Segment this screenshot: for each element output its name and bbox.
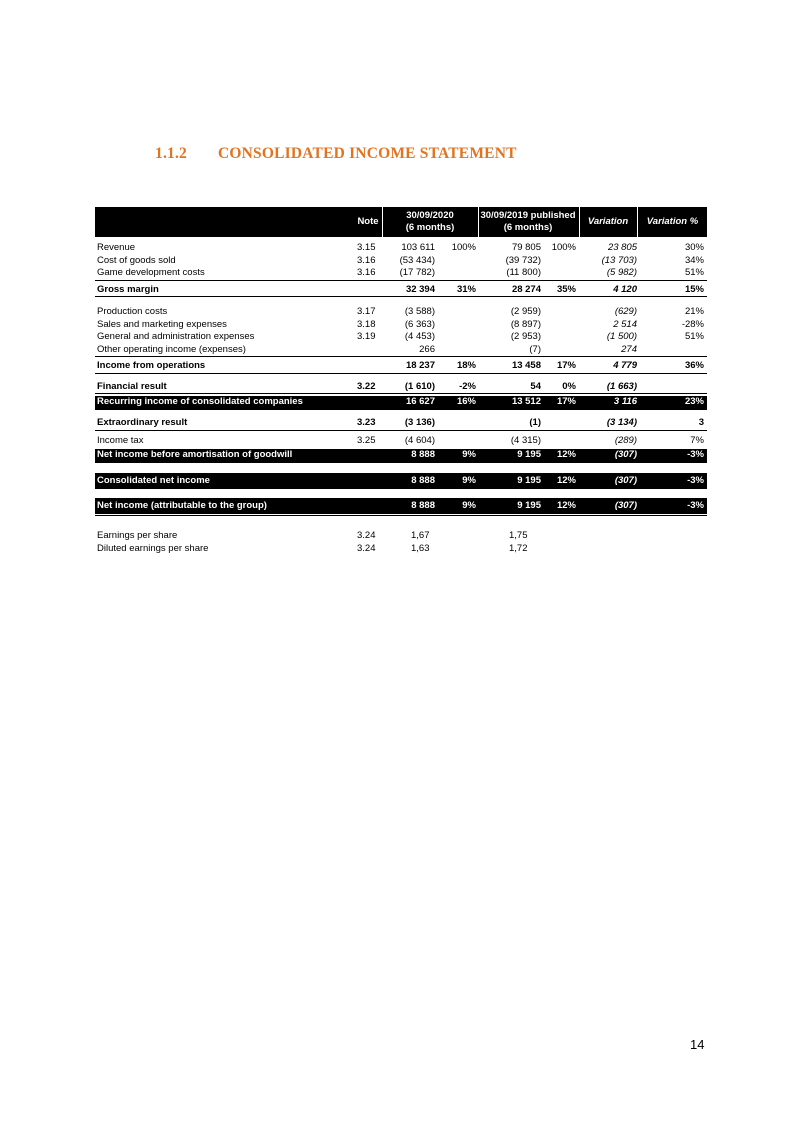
row-label: Game development costs [97,267,205,278]
row-variation-pct: 15% [684,283,704,295]
row-note: 3.24 [357,530,376,541]
row-value-2020: (3 136) [404,417,435,428]
header-2020-line2: (6 months) [405,222,455,233]
row-value-2020: 8 888 [411,475,435,486]
row-label: Consolidated net income [97,475,210,486]
row-variation: (5 982) [606,267,637,278]
row-game-development-costs [95,267,707,281]
header-2019-line2: (6 months) [503,222,553,233]
row-value-2020: 18 237 [405,360,435,371]
row-variation: (289) [614,434,637,446]
row-value-2019: 54 [530,380,541,392]
row-note: 3.22 [357,380,376,392]
header-variation-pct: Variation % [646,216,699,227]
row-value-2020: (6 363) [404,318,435,330]
row-pct-2019: 17% [556,360,576,371]
row-variation: (307) [614,500,637,511]
row-other-operating-income [95,344,707,358]
row-label: Revenue [97,242,136,253]
header-2019-line1: 30/09/2019 published [480,210,576,221]
row-pct-2020: 31% [456,283,476,295]
row-pct-2019: 100% [551,242,576,253]
header-2020-line1: 30/09/2020 [406,210,454,221]
row-note: 3.16 [357,254,376,266]
row-variation-pct: 30% [684,242,704,253]
row-pct-2019: 12% [556,449,576,460]
row-cost-of-goods-sold [95,255,707,268]
row-net-income-group [95,498,707,514]
row-note: 3.18 [357,318,376,330]
row-value-2019: 1,72 [509,542,528,554]
row-variation: (3 134) [606,417,637,428]
row-financial-result [95,381,707,395]
row-variation: 3 116 [613,396,637,407]
row-variation: 2 514 [613,318,637,330]
row-recurring-income [95,396,707,410]
row-consolidated-net-income [95,473,707,489]
row-label: Income from operations [97,360,206,371]
header-variation: Variation [587,216,629,227]
row-pct-2020: -2% [459,380,476,392]
row-variation: (307) [614,449,637,460]
row-pct-2019: 12% [556,500,576,511]
row-note: 3.19 [357,331,376,342]
row-variation-pct: -3% [687,500,704,511]
section-heading [155,145,517,163]
row-value-2019: (2 959) [510,306,541,317]
row-variation: (307) [614,475,637,486]
row-label: Recurring income of consolidated companies [97,396,303,407]
row-value-2020: 1,63 [411,542,430,554]
row-variation-pct: 3 [698,417,704,428]
row-general-admin-expenses [95,331,707,344]
row-gross-margin [95,284,707,298]
row-pct-2020: 100% [451,242,476,253]
row-pct-2020: 9% [462,500,476,511]
row-note: 3.23 [357,417,376,428]
row-value-2020: 1,67 [411,530,430,541]
row-value-2020: 16 627 [405,396,435,407]
section-title: CONSOLIDATED INCOME STATEMENT [218,145,517,162]
row-variation-pct: 23% [684,396,704,407]
row-income-from-operations [95,360,707,374]
row-variation: (629) [614,306,637,317]
row-value-2019: 9 195 [517,500,541,511]
row-value-2020: 8 888 [411,500,435,511]
row-pct-2019: 0% [562,380,576,392]
row-value-2020: (17 782) [399,267,435,278]
row-value-2019: 9 195 [517,475,541,486]
row-variation-pct: 7% [690,434,704,446]
row-value-2020: (53 434) [399,254,435,266]
row-variation: 4 120 [613,283,637,295]
row-value-2020: (4 604) [404,434,435,446]
row-label: Diluted earnings per share [97,542,209,554]
row-variation-pct: 34% [684,254,704,266]
row-net-income-before-goodwill [95,449,707,463]
row-label: Gross margin [97,283,159,295]
row-value-2019: 13 458 [511,360,541,371]
row-variation-pct: 36% [684,360,704,371]
row-value-2020: (3 588) [404,306,435,317]
row-value-2019: 28 274 [511,283,541,295]
row-variation-pct: 51% [684,267,704,278]
row-variation: 4 779 [613,360,637,371]
row-note: 3.24 [357,542,376,554]
row-value-2019: (1) [529,417,541,428]
row-extraordinary-result [95,417,707,431]
row-value-2019: (7) [529,343,541,355]
row-note: 3.25 [357,434,376,446]
row-value-2019: 9 195 [517,449,541,460]
row-value-2019: 1,75 [509,530,528,541]
row-value-2020: 8 888 [411,449,435,460]
row-label: General and administration expenses [97,331,255,342]
row-variation-pct: -28% [681,318,704,330]
row-label: Net income (attributable to the group) [97,500,267,511]
row-note: 3.17 [357,306,376,317]
row-diluted-earnings-per-share [95,543,707,556]
row-variation: (13 703) [601,254,637,266]
row-value-2020: (4 453) [404,331,435,342]
row-pct-2020: 9% [462,475,476,486]
row-value-2019: (11 800) [506,267,541,278]
row-production-costs [95,306,707,319]
row-value-2019: (8 897) [510,318,541,330]
row-variation: (1 500) [606,331,637,342]
row-value-2020: 266 [419,343,435,355]
row-label: Extraordinary result [97,417,188,428]
row-pct-2020: 18% [456,360,476,371]
row-value-2020: 32 394 [405,283,435,295]
row-note: 3.16 [357,267,376,278]
row-income-tax [95,435,707,448]
row-label: Sales and marketing expenses [97,318,227,330]
row-variation-pct: -3% [687,475,704,486]
row-pct-2020: 9% [462,449,476,460]
page-number: 14 [690,1037,705,1052]
row-earnings-per-share [95,530,707,543]
row-revenue [95,242,707,255]
row-variation-pct: 51% [684,331,704,342]
row-pct-2019: 12% [556,475,576,486]
row-value-2019: (2 953) [510,331,541,342]
row-label: Income tax [97,434,144,446]
row-label: Production costs [97,306,168,317]
row-value-2019: 13 512 [511,396,541,407]
row-sales-marketing-expenses [95,319,707,332]
row-pct-2019: 35% [556,283,576,295]
row-value-2019: (4 315) [510,434,541,446]
row-variation: (1 663) [606,380,637,392]
section-number: 1.1.2 [155,145,187,162]
row-label: Cost of goods sold [97,254,176,266]
row-note: 3.15 [357,242,376,253]
header-note: Note [357,216,379,227]
row-variation: 23 805 [607,242,637,253]
row-label: Financial result [97,380,167,392]
row-pct-2019: 17% [556,396,576,407]
row-label: Other operating income (expenses) [97,343,246,355]
row-value-2020: 103 611 [401,242,435,253]
row-pct-2020: 16% [456,396,476,407]
row-variation-pct: 21% [684,306,704,317]
row-value-2020: (1 610) [404,380,435,392]
row-value-2019: 79 805 [511,242,541,253]
row-label: Net income before amortisation of goodwill [97,449,293,460]
income-statement-table [95,207,707,555]
row-label: Earnings per share [97,530,178,541]
row-value-2019: (39 732) [505,254,541,266]
row-variation-pct: -3% [687,449,704,460]
row-variation: 274 [621,343,637,355]
table-header [95,207,707,237]
